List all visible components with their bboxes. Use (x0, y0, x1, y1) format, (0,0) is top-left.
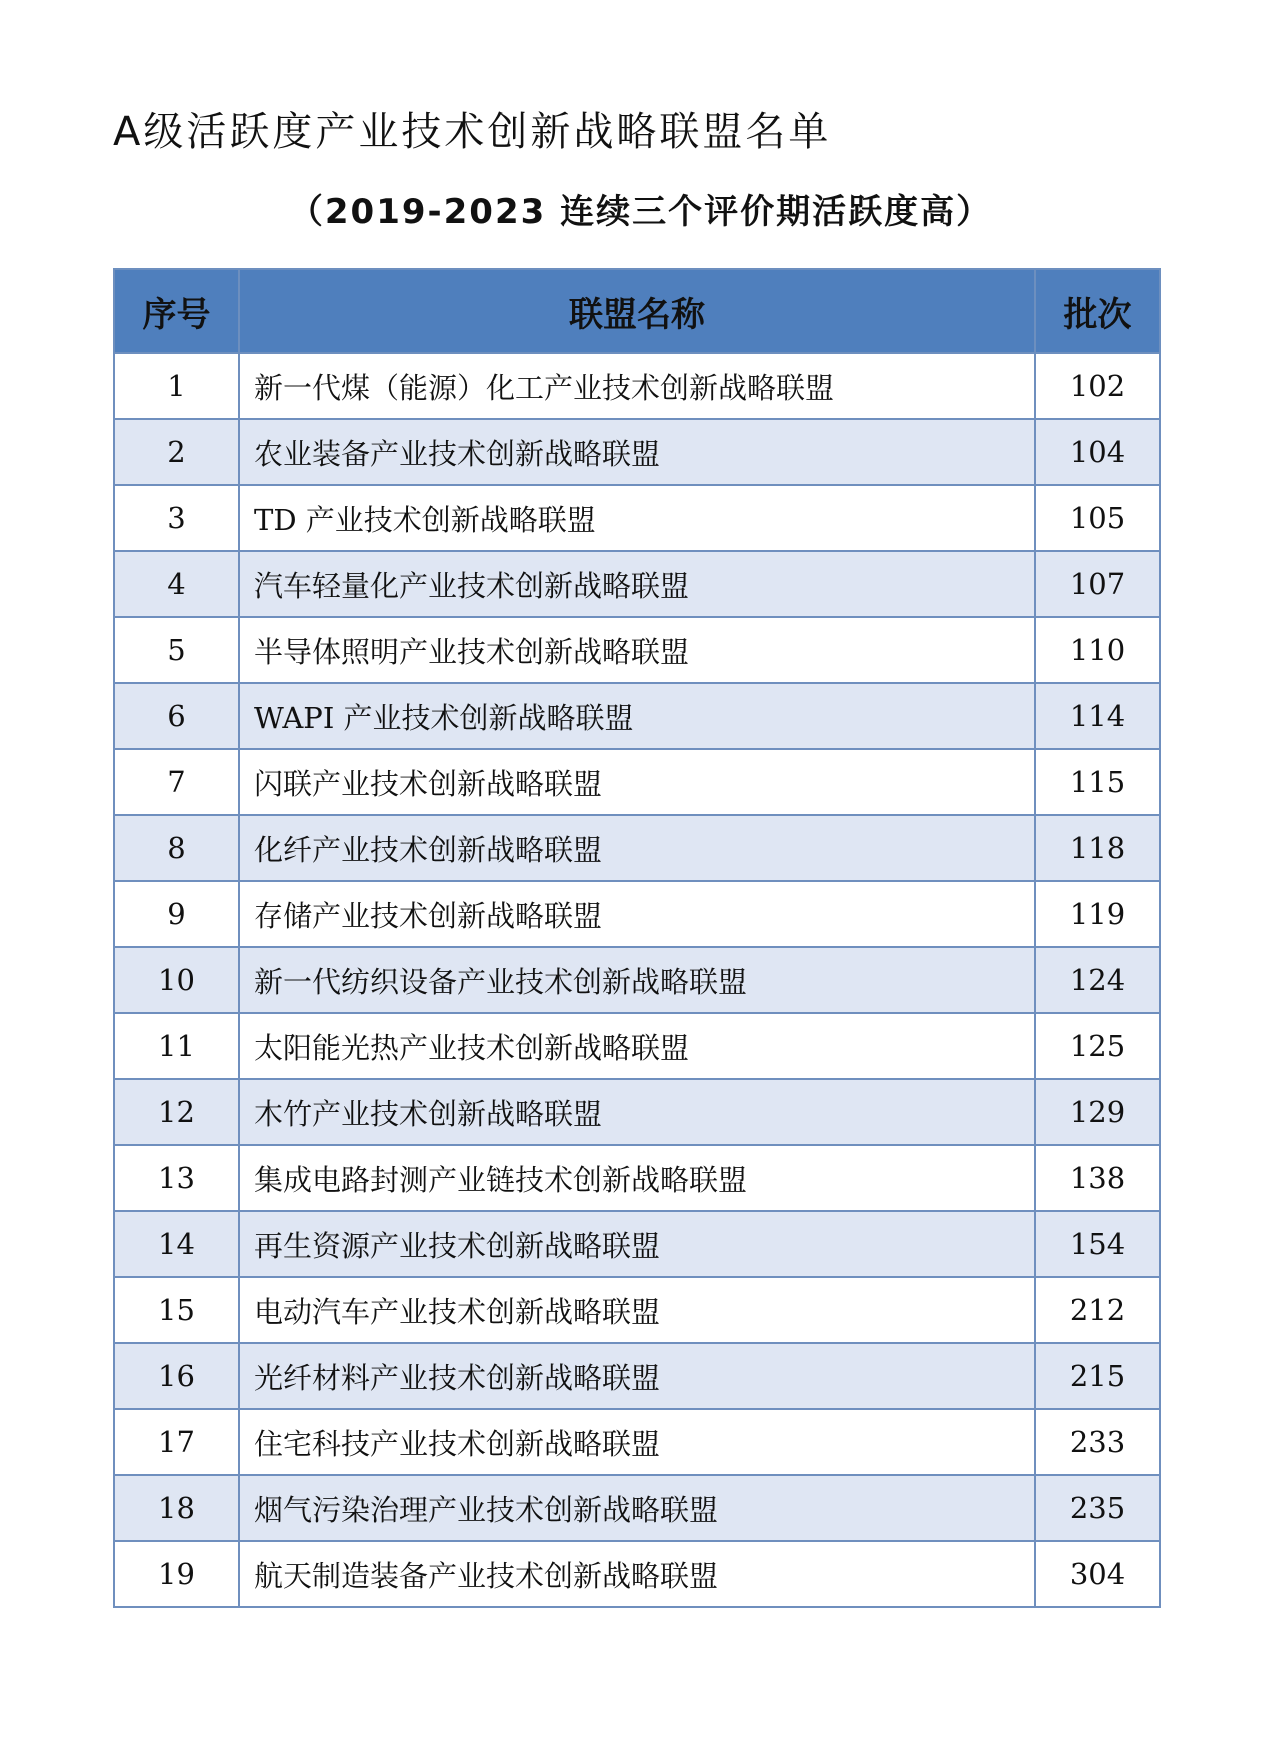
table-row (114, 1211, 1160, 1277)
row-index: 19 (114, 1541, 239, 1607)
row-alliance-name: 集成电路封测产业链技术创新战略联盟 (239, 1145, 1035, 1211)
table-row (114, 551, 1160, 617)
row-alliance-name: 农业装备产业技术创新战略联盟 (239, 419, 1035, 485)
row-batch: 138 (1035, 1145, 1160, 1211)
row-batch: 115 (1035, 749, 1160, 815)
header-index: 序号 (114, 269, 239, 353)
row-alliance-name: WAPI 产业技术创新战略联盟 (239, 683, 1035, 749)
row-batch: 118 (1035, 815, 1160, 881)
alliance-table-container (113, 268, 1159, 1608)
row-index: 16 (114, 1343, 239, 1409)
row-alliance-name: 光纤材料产业技术创新战略联盟 (239, 1343, 1035, 1409)
row-alliance-name: 电动汽车产业技术创新战略联盟 (239, 1277, 1035, 1343)
row-index: 4 (114, 551, 239, 617)
table-row (114, 1145, 1160, 1211)
row-index: 11 (114, 1013, 239, 1079)
table-row (114, 1079, 1160, 1145)
row-index: 9 (114, 881, 239, 947)
table-row (114, 1343, 1160, 1409)
row-index: 10 (114, 947, 239, 1013)
row-batch: 154 (1035, 1211, 1160, 1277)
row-alliance-name: 新一代煤（能源）化工产业技术创新战略联盟 (239, 353, 1035, 419)
row-batch: 304 (1035, 1541, 1160, 1607)
table-row (114, 1475, 1160, 1541)
row-batch: 105 (1035, 485, 1160, 551)
row-alliance-name: 新一代纺织设备产业技术创新战略联盟 (239, 947, 1035, 1013)
row-batch: 119 (1035, 881, 1160, 947)
table-row (114, 1013, 1160, 1079)
table-row (114, 683, 1160, 749)
row-batch: 124 (1035, 947, 1160, 1013)
row-alliance-name: 半导体照明产业技术创新战略联盟 (239, 617, 1035, 683)
row-index: 6 (114, 683, 239, 749)
row-batch: 235 (1035, 1475, 1160, 1541)
row-batch: 102 (1035, 353, 1160, 419)
row-index: 5 (114, 617, 239, 683)
table-row (114, 617, 1160, 683)
row-alliance-name: 闪联产业技术创新战略联盟 (239, 749, 1035, 815)
table-row (114, 485, 1160, 551)
row-alliance-name: 再生资源产业技术创新战略联盟 (239, 1211, 1035, 1277)
table-row (114, 881, 1160, 947)
row-alliance-name: 太阳能光热产业技术创新战略联盟 (239, 1013, 1035, 1079)
row-batch: 125 (1035, 1013, 1160, 1079)
table-row (114, 1541, 1160, 1607)
row-batch: 114 (1035, 683, 1160, 749)
row-index: 3 (114, 485, 239, 551)
row-batch: 107 (1035, 551, 1160, 617)
row-alliance-name: 化纤产业技术创新战略联盟 (239, 815, 1035, 881)
table-row (114, 1409, 1160, 1475)
header-batch: 批次 (1035, 269, 1160, 353)
row-batch: 104 (1035, 419, 1160, 485)
row-index: 13 (114, 1145, 239, 1211)
table-row (114, 1277, 1160, 1343)
row-index: 7 (114, 749, 239, 815)
row-batch: 110 (1035, 617, 1160, 683)
row-alliance-name: 烟气污染治理产业技术创新战略联盟 (239, 1475, 1035, 1541)
table-row (114, 749, 1160, 815)
row-batch: 233 (1035, 1409, 1160, 1475)
row-alliance-name: 存储产业技术创新战略联盟 (239, 881, 1035, 947)
row-index: 14 (114, 1211, 239, 1277)
row-index: 12 (114, 1079, 239, 1145)
table-row (114, 815, 1160, 881)
row-index: 2 (114, 419, 239, 485)
row-batch: 212 (1035, 1277, 1160, 1343)
table-header (114, 269, 1160, 353)
row-index: 17 (114, 1409, 239, 1475)
table-body (114, 353, 1160, 1607)
header-row (114, 269, 1160, 353)
row-alliance-name: 木竹产业技术创新战略联盟 (239, 1079, 1035, 1145)
row-alliance-name: TD 产业技术创新战略联盟 (239, 485, 1035, 551)
row-batch: 129 (1035, 1079, 1160, 1145)
header-alliance-name: 联盟名称 (239, 269, 1035, 353)
table-row (114, 419, 1160, 485)
row-index: 18 (114, 1475, 239, 1541)
row-index: 1 (114, 353, 239, 419)
document-title: A级活跃度产业技术创新战略联盟名单 (113, 109, 832, 155)
row-alliance-name: 住宅科技产业技术创新战略联盟 (239, 1409, 1035, 1475)
row-alliance-name: 航天制造装备产业技术创新战略联盟 (239, 1541, 1035, 1607)
table-row (114, 947, 1160, 1013)
table-row (114, 353, 1160, 419)
row-alliance-name: 汽车轻量化产业技术创新战略联盟 (239, 551, 1035, 617)
row-index: 8 (114, 815, 239, 881)
row-batch: 215 (1035, 1343, 1160, 1409)
row-index: 15 (114, 1277, 239, 1343)
document-subtitle: （2019-2023 连续三个评价期活跃度高） (288, 192, 993, 232)
alliance-table (113, 268, 1161, 1608)
